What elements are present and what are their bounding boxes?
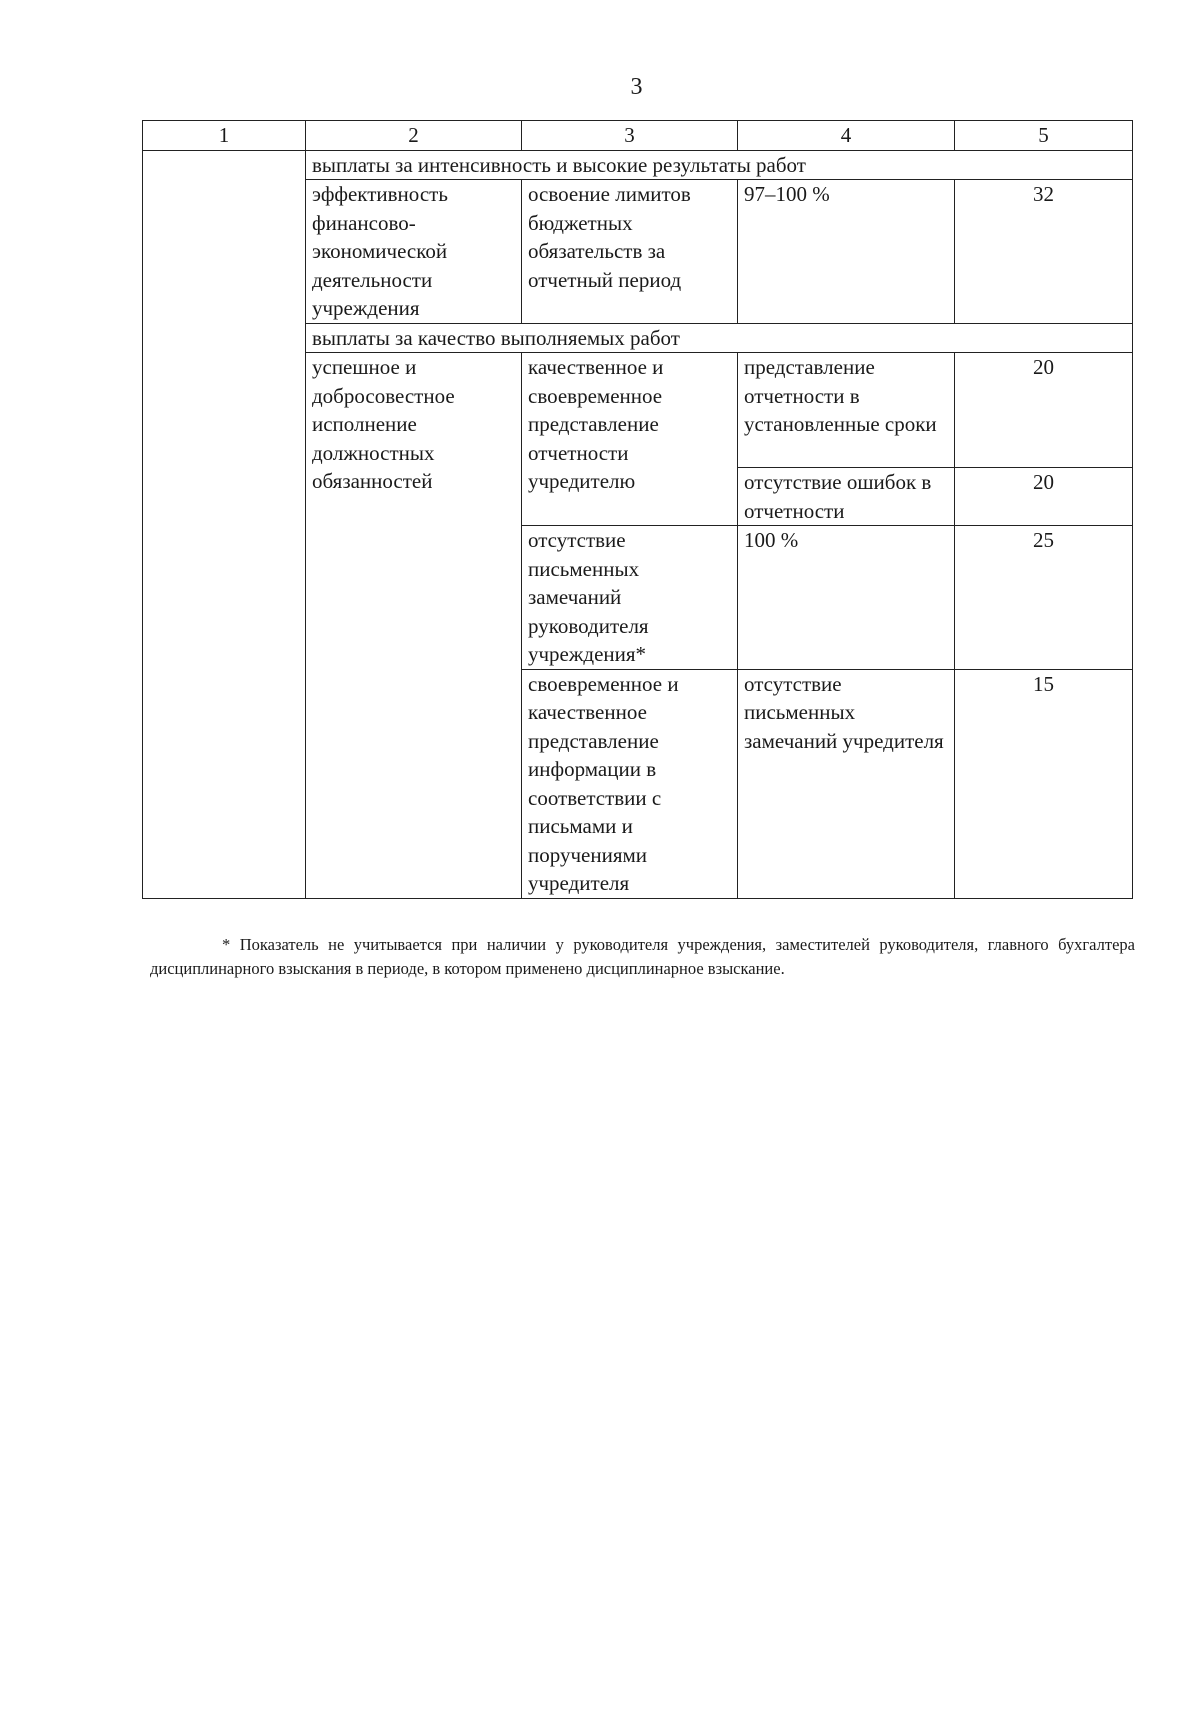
points-cell: 15 xyxy=(955,669,1133,898)
points-cell: 25 xyxy=(955,526,1133,670)
footnote: * Показатель не учитывается при наличии у руководителя учреждения, заместителей руководителя, главного бухгалтера дисциплинарного взыскания в периоде, в котором применено дисциплинарное взыскание. xyxy=(150,935,1135,978)
condition-cell: отсутствие письменных замечаний руководителя учреждения* xyxy=(522,526,738,670)
condition-cell: своевременное и качественное представление информации в соответствии с письмами и поручениями учредителя xyxy=(522,669,738,898)
criterion-cell: эффективность финансово-экономической деятельности учреждения xyxy=(306,180,522,324)
condition-cell: освоение лимитов бюджетных обязательств за отчетный период xyxy=(522,180,738,324)
indicator-cell: отсутствие ошибок в отчетности xyxy=(738,468,955,526)
table-header-row xyxy=(143,121,1133,151)
indicator-cell: отсутствие письменных замечаний учредителя xyxy=(738,669,955,898)
points-cell: 20 xyxy=(955,353,1133,468)
condition-cell: качественное и своевременное представление отчетности учредителю xyxy=(522,353,738,526)
section-title: выплаты за качество выполняемых работ xyxy=(306,323,1133,353)
header-cell: 4 xyxy=(738,121,955,151)
header-cell: 2 xyxy=(306,121,522,151)
header-cell: 1 xyxy=(143,121,306,151)
section-title: выплаты за интенсивность и высокие результаты работ xyxy=(306,150,1133,180)
indicator-cell: 100 % xyxy=(738,526,955,670)
page-number: 3 xyxy=(630,74,643,100)
table-row xyxy=(143,150,1133,180)
criterion-cell: успешное и добросовестное исполнение должностных обязанностей xyxy=(306,353,522,899)
points-cell: 20 xyxy=(955,468,1133,526)
criteria-table xyxy=(142,120,1133,899)
points-cell: 32 xyxy=(955,180,1133,324)
header-cell: 3 xyxy=(522,121,738,151)
header-cell: 5 xyxy=(955,121,1133,151)
indicator-cell: представление отчетности в установленные сроки xyxy=(738,353,955,468)
indicator-cell: 97–100 % xyxy=(738,180,955,324)
empty-cell xyxy=(143,150,306,898)
